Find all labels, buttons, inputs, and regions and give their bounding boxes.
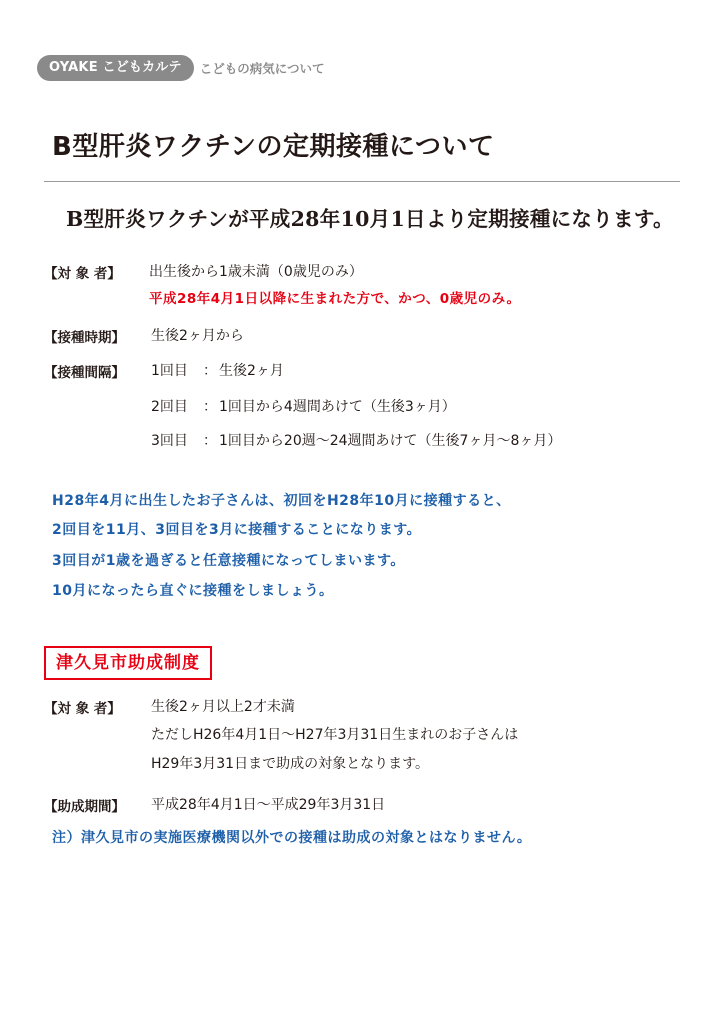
dose-3-number: 3回目 bbox=[151, 433, 188, 449]
dose-2-number: 2回目 bbox=[151, 399, 188, 415]
dose-1-desc: 生後2ヶ月 bbox=[219, 363, 284, 379]
notice-line-3: 3回目が1歳を過ぎると任意接種になってしまいます。 bbox=[52, 553, 405, 569]
breadcrumb[interactable]: こどもの病気について bbox=[199, 61, 325, 76]
subsidy-footnote: 注）津久見市の実施医療機関以外での接種は助成の対象とはなりません。 bbox=[52, 830, 532, 846]
subsidy-target-line-2: ただしH26年4月1日〜H27年3月31日生まれのお子さんは bbox=[151, 727, 519, 743]
subsidy-target-label: 【対 象 者】 bbox=[44, 701, 121, 717]
site-badge[interactable]: OYAKE こどもカルテ bbox=[37, 55, 194, 81]
subsidy-period-label: 【助成期間】 bbox=[44, 799, 125, 815]
dose-3-separator: ： bbox=[203, 433, 217, 449]
dose-1-number: 1回目 bbox=[151, 363, 188, 379]
target-note: 平成28年4月1日以降に生まれた方で、かつ、0歳児のみ。 bbox=[149, 291, 521, 307]
period-value: 生後2ヶ月から bbox=[151, 328, 244, 344]
subsidy-target-line-1: 生後2ヶ月以上2才未満 bbox=[151, 699, 295, 715]
title-divider bbox=[44, 181, 680, 182]
subsidy-period-value: 平成28年4月1日〜平成29年3月31日 bbox=[151, 797, 386, 813]
dose-2-desc: 1回目から4週間あけて（生後3ヶ月） bbox=[219, 399, 456, 415]
notice-line-1: H28年4月に出生したお子さんは、初回をH28年10月に接種すると、 bbox=[52, 493, 511, 509]
target-label: 【対 象 者】 bbox=[44, 266, 121, 282]
notice-line-4: 10月になったら直ぐに接種をしましょう。 bbox=[52, 583, 334, 599]
notice-line-2: 2回目を11月、3回目を3月に接種することになります。 bbox=[52, 522, 422, 538]
dose-1-separator: ： bbox=[203, 363, 217, 379]
header-bar bbox=[37, 55, 324, 81]
interval-label: 【接種間隔】 bbox=[44, 365, 125, 381]
subsidy-target-line-3: H29年3月31日まで助成の対象となります。 bbox=[151, 756, 429, 772]
page-title: B型肝炎ワクチンの定期接種について bbox=[52, 132, 495, 162]
target-value: 出生後から1歳未満（0歳児のみ） bbox=[149, 264, 363, 280]
dose-2-separator: ： bbox=[203, 399, 217, 415]
period-label: 【接種時期】 bbox=[44, 330, 125, 346]
subsidy-heading: 津久見市助成制度 bbox=[44, 646, 212, 680]
dose-3-desc: 1回目から20週〜24週間あけて（生後7ヶ月〜8ヶ月） bbox=[219, 433, 562, 449]
lead-text: B型肝炎ワクチンが平成28年10月1日より定期接種になります。 bbox=[66, 207, 674, 231]
